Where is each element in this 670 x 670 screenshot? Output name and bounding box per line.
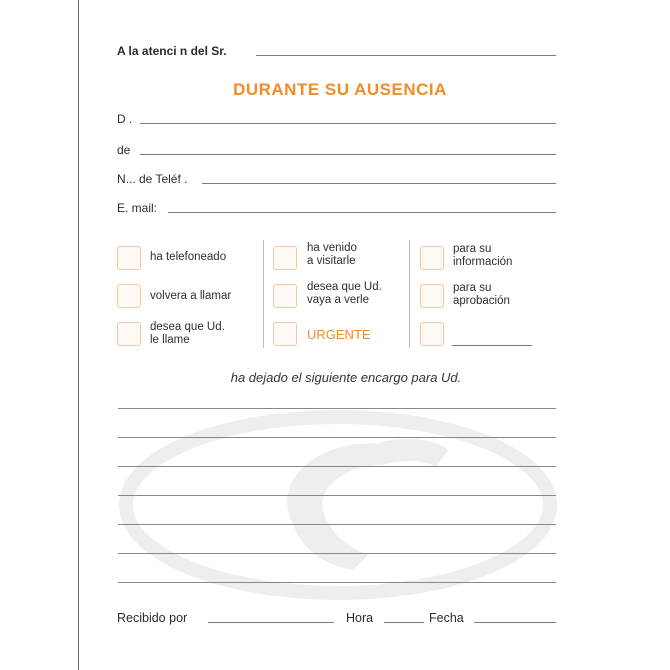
received-by-line[interactable] <box>208 622 334 623</box>
page-edge-line <box>78 0 79 670</box>
message-line[interactable] <box>118 408 556 409</box>
checkbox-other[interactable] <box>420 322 444 346</box>
option-label: ha venido a visitarle <box>307 242 357 267</box>
form-title: DURANTE SU AUSENCIA <box>233 80 447 99</box>
time-label: Hora <box>346 611 374 625</box>
checkbox-ha-venido[interactable] <box>273 246 297 270</box>
date-line[interactable] <box>474 622 556 623</box>
message-line[interactable] <box>118 437 556 438</box>
time-line[interactable] <box>384 622 424 623</box>
email-label: E. mail: <box>117 201 158 215</box>
checkbox-urgente[interactable] <box>273 322 297 346</box>
option-label: para su aprobación <box>453 282 510 307</box>
d-label: D . <box>117 112 133 126</box>
message-line[interactable] <box>118 495 556 496</box>
message-line[interactable] <box>118 582 556 583</box>
message-line[interactable] <box>118 466 556 467</box>
email-line[interactable] <box>168 212 556 213</box>
message-line[interactable] <box>118 553 556 554</box>
checkbox-telefoneado[interactable] <box>117 246 141 270</box>
date-label: Fecha <box>429 611 464 625</box>
phone-line[interactable] <box>202 183 556 184</box>
received-by-label: Recibido por <box>117 611 188 625</box>
checkbox-aprobacion[interactable] <box>420 284 444 308</box>
checkbox-informacion[interactable] <box>420 246 444 270</box>
attention-line[interactable] <box>256 55 556 56</box>
urgent-label: URGENTE <box>307 327 371 342</box>
column-divider <box>409 240 410 348</box>
other-option-line[interactable] <box>452 345 532 346</box>
checkbox-desea-llame[interactable] <box>117 322 141 346</box>
option-label: desea que Ud. le llame <box>150 321 225 346</box>
message-heading: ha dejado el siguiente encargo para Ud. <box>230 370 462 385</box>
checkbox-volvera-llamar[interactable] <box>117 284 141 308</box>
d-line[interactable] <box>140 123 556 124</box>
option-label: volvera a llamar <box>150 290 232 302</box>
option-label: desea que Ud. vaya a verle <box>307 281 382 306</box>
checkbox-vaya-verle[interactable] <box>273 284 297 308</box>
message-line[interactable] <box>118 524 556 525</box>
phone-label: N... de Teléf . <box>117 172 188 186</box>
option-label: ha telefoneado <box>150 251 227 263</box>
option-label: para su información <box>453 243 513 268</box>
attention-label: A la atenci n del Sr. <box>117 44 227 58</box>
telephone-handset-icon <box>118 405 558 605</box>
column-divider <box>263 240 264 348</box>
de-line[interactable] <box>140 154 556 155</box>
de-label: de <box>117 143 131 157</box>
